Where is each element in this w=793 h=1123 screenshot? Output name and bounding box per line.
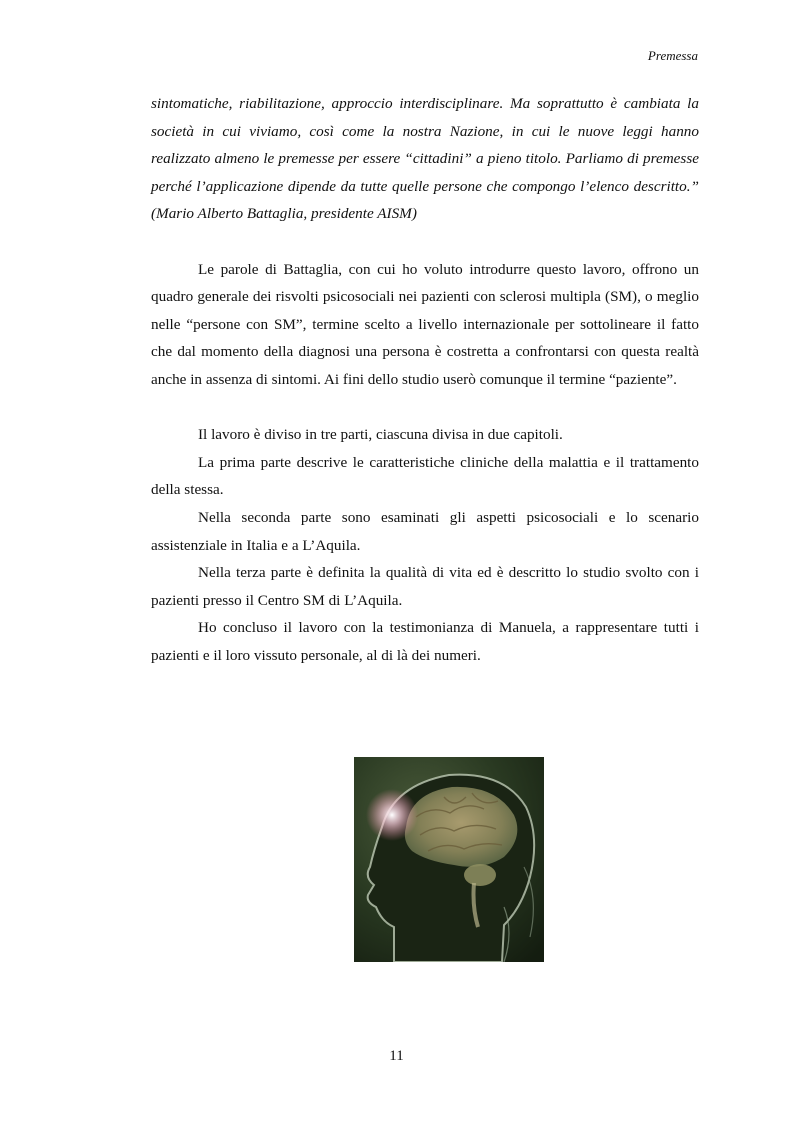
body-paragraph-intro: Le parole di Battaglia, con cui ho voluto introdurre questo lavoro, offrono un quadro generale dei risvolti psicosociali nei pazienti con sclerosi multipla (SM), o meglio nelle “persone con SM”, termine scelto a livello internazionale per sottolineare il fatto che dal momento della diagnosi una persona è costretta a confrontarsi con questa realtà anche in assenza di sintomi. Ai fini dello studio userò comunque il termine “paziente”. xyxy=(151,260,699,388)
brain-head-graphic xyxy=(354,757,544,962)
quote-paragraph: sintomatiche, riabilitazione, approccio interdisciplinare. Ma soprattutto è cambiata la società in cui viviamo, così come la nostra Nazione, in cui le nuove leggi hanno realizzato almeno le premesse per essere “cittadini” a pieno titolo. Parliamo di premesse perché l’applicazione dipende da tutte quelle persone che compongo l’elenco descritto.” (Mario Alberto Battaglia, presidente AISM) xyxy=(151,95,699,223)
page-body xyxy=(151,90,699,669)
body-paragraph-conclusion: Ho concluso il lavoro con la testimonianza di Manuela, a rappresentare tutti i pazienti e il loro vissuto personale, al di là dei numeri. xyxy=(151,619,699,664)
page-number: 11 xyxy=(389,1048,404,1064)
body-paragraph-part-two: Nella seconda parte sono esaminati gli aspetti psicosociali e lo scenario assistenziale in Italia e a L’Aquila. xyxy=(151,508,699,554)
body-paragraph-part-one: La prima parte descrive le caratteristiche cliniche della malattia e il trattamento della stessa. xyxy=(151,453,699,499)
paragraph-gap xyxy=(151,228,699,256)
brain-head-illustration xyxy=(354,757,544,962)
paragraph-gap xyxy=(151,394,699,422)
body-paragraph-part-three: Nella terza parte è definita la qualità di vita ed è descritto lo studio svolto con i pazienti presso il Centro SM di L’Aquila. xyxy=(151,564,699,609)
running-header: Premessa xyxy=(647,48,698,63)
body-paragraph-structure: Il lavoro è diviso in tre parti, ciascuna divisa in due capitoli. xyxy=(198,426,563,444)
